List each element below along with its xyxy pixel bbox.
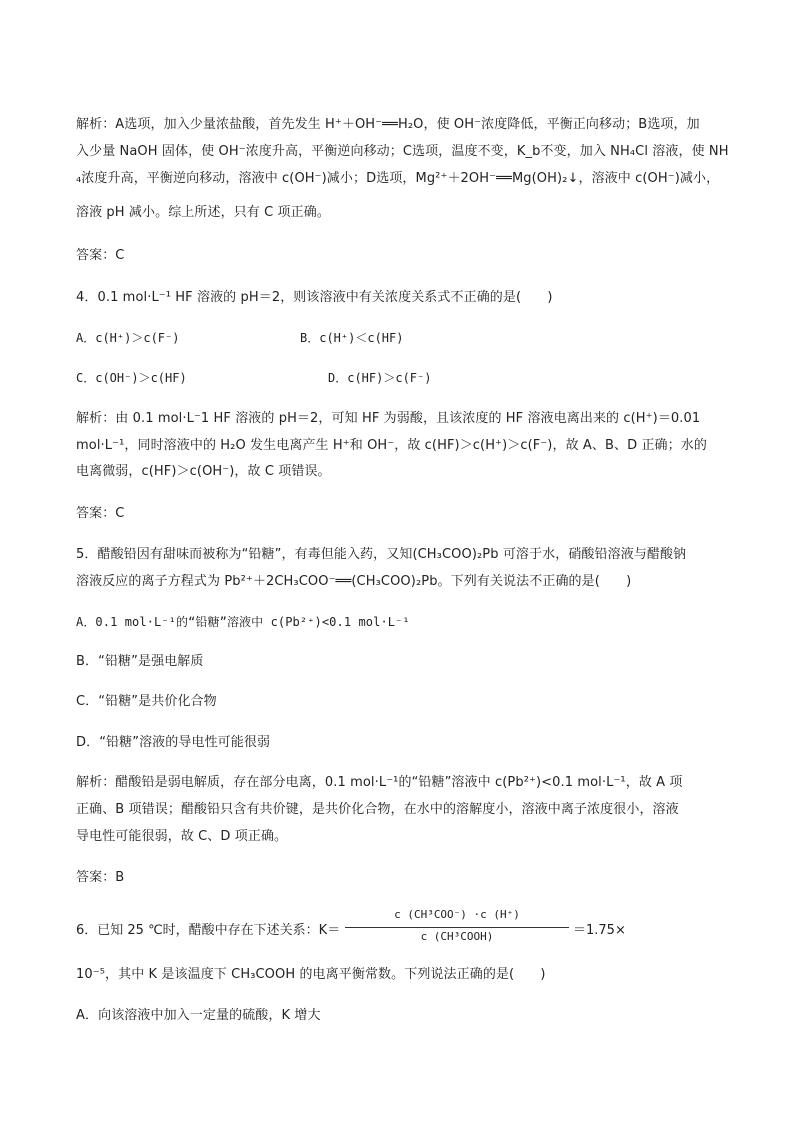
q6-stem-rhs: ＝1.75× — [573, 923, 626, 938]
q3-analysis-line-1: 解析：A选项，加入少量浓盐酸，首先发生 H⁺＋OH⁻══H₂O，使 OH⁻浓度降低，平衡正向移动；B选项，加 — [76, 117, 700, 132]
q5-analysis-line-2: 正确、B 项错误；醋酸铅只含有共价键，是共价化合物，在水中的溶解度小，溶液中离子浓度很小，溶液 — [76, 802, 679, 817]
q6-option-a: A．向该溶液中加入一定量的硫酸，K 增大 — [76, 1008, 321, 1023]
q6-stem-formula — [76, 908, 636, 948]
q5-option-b: B．“铅糖”是强电解质 — [76, 654, 204, 669]
q5-option-d: D．“铅糖”溶液的导电性可能很弱 — [76, 735, 271, 750]
q4-option-d: D．c(HF)＞c(F⁻) — [328, 371, 432, 385]
q4-answer: 答案：C — [76, 506, 125, 521]
q6-stem-line-2: 10⁻⁵，其中 K 是该温度下 CH₃COOH 的电离平衡常数。下列说法正确的是( ) — [76, 967, 546, 982]
q5-stem-line-2: 溶液反应的离子方程式为 Pb²⁺＋2CH₃COO⁻══(CH₃COO)₂Pb。下列有关说法不正确的是( ) — [76, 574, 632, 589]
formula-numerator: c (CH³COO⁻) ·c (H⁺) — [394, 908, 520, 921]
q4-option-a: A．c(H⁺)＞c(F⁻) — [76, 331, 180, 345]
q4-option-b: B．c(H⁺)＜c(HF) — [300, 331, 404, 345]
q5-stem-line-1: 5．醋酸铅因有甜味而被称为“铅糖”，有毒但能入药，又知(CH₃COO)₂Pb 可溶于水，硝酸铅溶液与醋酸钠 — [76, 547, 687, 562]
q5-answer: 答案：B — [76, 870, 125, 885]
fraction-bar — [345, 927, 569, 928]
q4-analysis-line-3: 电离微弱，c(HF)＞c(OH⁻)，故 C 项错误。 — [76, 464, 331, 479]
q5-option-a: A．0.1 mol·L⁻¹的“铅糖”溶液中 c(Pb²⁺)<0.1 mol·L⁻¹ — [76, 615, 410, 629]
q3-analysis-line-2: 入少量 NaOH 固体，使 OH⁻浓度升高，平衡逆向移动；C选项，温度不变，K_b不变，加入 NH₄Cl 溶液，使 NH — [76, 144, 729, 159]
q4-analysis-line-2: mol·L⁻¹，同时溶液中的 H₂O 发生电离产生 H⁺和 OH⁻，故 c(HF)＞c(H⁺)＞c(F⁻)，故 A、B、D 正确；水的 — [76, 438, 707, 453]
q5-analysis-line-1: 解析：醋酸铅是弱电解质，存在部分电离，0.1 mol·L⁻¹的“铅糖”溶液中 c(Pb²⁺)<0.1 mol·L⁻¹，故 A 项 — [76, 775, 683, 790]
q5-option-c: C．“铅糖”是共价化合物 — [76, 694, 217, 709]
q3-answer: 答案：C — [76, 248, 125, 263]
q4-analysis-line-1: 解析：由 0.1 mol·L⁻1 HF 溶液的 pH＝2，可知 HF 为弱酸，且该浓度的 HF 溶液电离出来的 c(H⁺)＝0.01 — [76, 411, 701, 426]
q6-stem-lhs: 6．已知 25 ℃时，醋酸中存在下述关系：K＝ — [76, 923, 341, 938]
q3-analysis-line-4: 溶液 pH 减小。综上所述，只有 C 项正确。 — [76, 205, 330, 220]
formula-denominator: c (CH³COOH) — [420, 930, 494, 943]
q5-analysis-line-3: 导电性可能很弱，故 C、D 项正确。 — [76, 829, 288, 844]
q4-option-c: C．c(OH⁻)＞c(HF) — [76, 371, 187, 385]
q3-analysis-line-3: ₄浓度升高，平衡逆向移动，溶液中 c(OH⁻)减小；D选项，Mg²⁺＋2OH⁻══Mg(OH)₂↓，溶液中 c(OH⁻)减小， — [76, 171, 720, 186]
q4-stem: 4．0.1 mol·L⁻¹ HF 溶液的 pH＝2，则该溶液中有关浓度关系式不正确的是( ) — [76, 290, 553, 305]
